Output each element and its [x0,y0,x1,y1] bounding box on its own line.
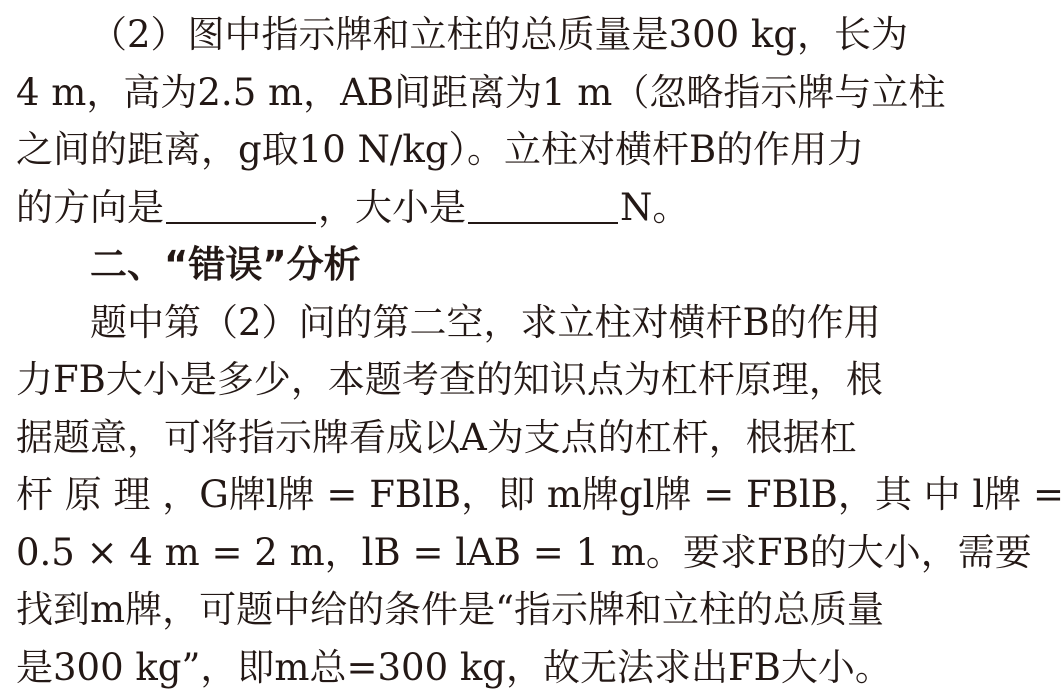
question-line-3: 之间的距离，g取10 N/kg）。立柱对横杆B的作用力 [16,128,865,171]
section-heading: 二、“错误”分析 [90,243,361,286]
analysis-line-7: 是300 kg”，即m总=300 kg，故无法求出FB大小。 [16,645,892,689]
question-line-2: 4 m，高为2.5 m，AB间距离为1 m（忽略指示牌与立柱 [16,70,946,114]
direction-answer-blank[interactable] [166,188,316,224]
analysis-line-2: 力FB大小是多少，本题考查的知识点为杠杆原理，根 [16,358,883,401]
analysis-line-1: 题中第（2）问的第二空，求立柱对横杆B的作用 [90,300,881,344]
question-line-1: （2）图中指示牌和立柱的总质量是300 kg，长为 [90,13,909,56]
question-line-4 [16,179,888,237]
magnitude-answer-blank[interactable] [468,188,618,224]
magnitude-label: ，大小是 [318,185,466,229]
direction-label: 的方向是 [16,185,164,229]
analysis-line-5: 0.5 × 4 m = 2 m，lB = lAB = 1 m。要求FB的大小，需要 [16,530,1032,574]
analysis-line-3: 据题意，可将指示牌看成以A为支点的杠杆，根据杠 [16,415,857,459]
analysis-line-6: 找到m牌，可题中给的条件是“指示牌和立柱的总质量 [16,588,884,631]
analysis-line-4: 杆 原 理 ，G牌l牌 = FBlB，即 m牌gl牌 = FBlB，其 中 l牌 = [16,473,1064,516]
unit-label: N。 [620,185,690,229]
